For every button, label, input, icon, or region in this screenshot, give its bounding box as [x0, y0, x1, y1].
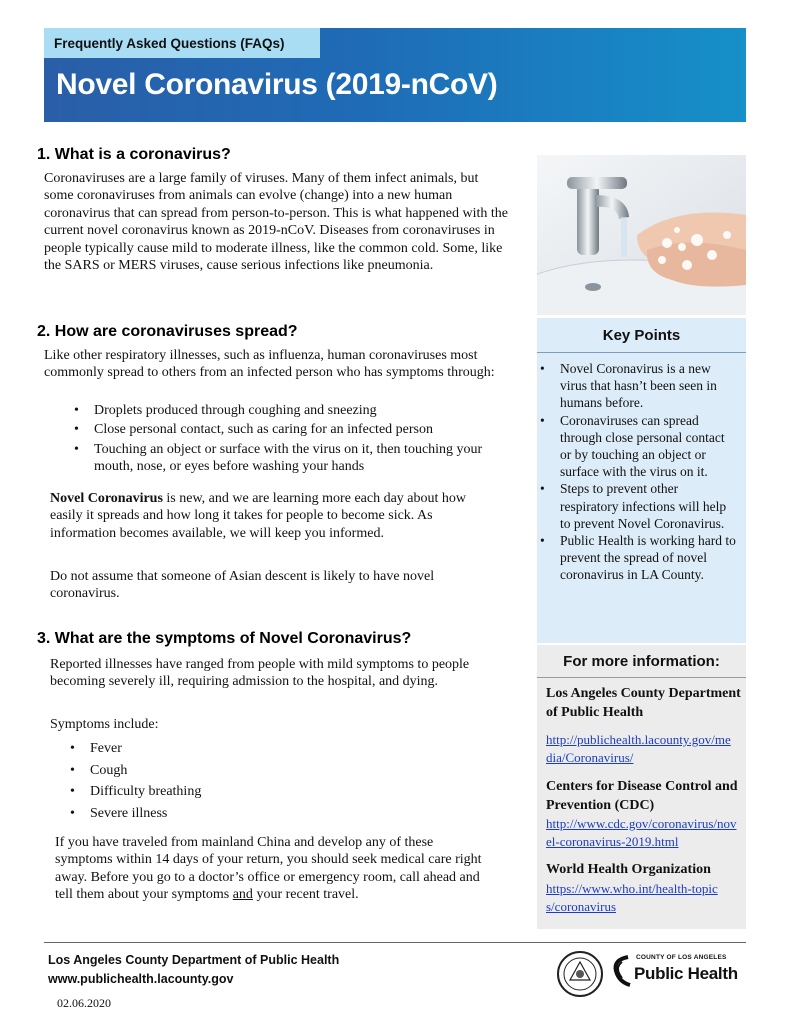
list-item: • Close personal contact, such as caring for an infected person: [74, 421, 504, 438]
advice-underlined: and: [232, 887, 253, 903]
list-item: • Public Health is working hard to prevent the spread of novel coronavirus in LA County.: [540, 532, 736, 584]
county-seal-icon: [556, 950, 604, 998]
list-item: • Fever: [70, 738, 270, 760]
list-item: • Severe illness: [70, 803, 270, 825]
link-cdc[interactable]: http://www.cdc.gov/coronavirus/novel-coronavirus-2019.html: [546, 816, 737, 849]
section1-body: Coronaviruses are a large family of viruses. Many of them infect animals, but some coronaviruses from animals can evolve (change) into a new human coronavirus that can spread from person-to-person. This is what happened with the current novel coronavirus known as 2019-nCoV. Diseases from coronaviruses in people typically cause mild to moderate illness, like the common cold. Some, like the SARS or MERS viruses, cause serious infections like pneumonia.: [44, 171, 508, 274]
section3-heading: 3. What are the symptoms of Novel Coronavirus?: [37, 630, 412, 647]
logo-county-text: COUNTY OF LOS ANGELES: [636, 954, 727, 961]
org-name-cdc: Centers for Disease Control and Prevention (CDC): [546, 779, 738, 813]
handwashing-image: [537, 155, 746, 315]
section3-advice: [55, 834, 483, 904]
link-lacdph[interactable]: http://publichealth.lacounty.gov/media/Coronavirus/: [546, 732, 731, 765]
section1-heading: 1. What is a coronavirus?: [37, 146, 231, 163]
org-name-lacdph: Los Angeles County Department of Public Health: [546, 686, 741, 720]
section2-heading: 2. How are coronaviruses spread?: [37, 323, 298, 340]
list-item: • Novel Coronavirus is a new virus that hasn’t been seen in humans before.: [540, 360, 736, 412]
list-item: • Difficulty breathing: [70, 781, 270, 803]
footer-date: 02.06.2020: [57, 996, 111, 1010]
public-health-logo-icon: [608, 954, 634, 988]
key-points-heading: Key Points: [602, 327, 681, 344]
advice-text-1: If you have traveled from mainland China and develop any of these symptoms within 14 days of your return, you should seek medical care right away. Before you go to a doctor’s office or emergency room, call ahead and tell them about your symptoms: [55, 835, 482, 903]
more-info-header: [537, 645, 746, 678]
symptoms-list: [70, 738, 270, 824]
list-item: • Coronaviruses can spread through close personal contact or by touching an object or surface with the virus on it.: [540, 412, 736, 481]
handwashing-photo: [537, 155, 746, 315]
logo-public-health-text: Public Health: [634, 964, 738, 983]
section2-note: Do not assume that someone of Asian descent is likely to have novel coronavirus.: [50, 569, 435, 602]
key-points-header: [537, 318, 746, 353]
symptoms-label: Symptoms include:: [50, 717, 159, 732]
link-who[interactable]: https://www.who.int/health-topics/coronavirus: [546, 881, 718, 914]
novel-coronavirus-bold: Novel Coronavirus: [50, 491, 163, 506]
advice-text-2: your recent travel.: [252, 887, 359, 903]
section2-paragraph: [50, 490, 490, 542]
section2-paragraph-rest: is new, and we are learning more each day about how easily it spreads and how long it takes for people to become sick. As information becomes available, we will keep you informed.: [50, 491, 467, 541]
page-title: Novel Coronavirus (2019-nCoV): [56, 68, 498, 101]
list-item: • Droplets produced through coughing and sneezing: [74, 402, 504, 419]
faq-label: Frequently Asked Questions (FAQs): [54, 36, 285, 51]
faq-tab: [44, 28, 320, 58]
section3-intro: Reported illnesses have ranged from people with mild symptoms to people becoming severely ill, requiring admission to the hospital, and dying.: [50, 657, 470, 690]
footer-org: Los Angeles County Department of Public Health: [48, 953, 340, 967]
list-item: • Cough: [70, 760, 270, 782]
key-points-list: [540, 360, 736, 584]
more-info-heading: For more information:: [563, 653, 720, 670]
footer-website: www.publichealth.lacounty.gov: [48, 972, 234, 986]
spread-list: [74, 402, 504, 476]
footer-divider: [44, 942, 746, 943]
list-item: • Steps to prevent other respiratory infections will help to prevent Novel Coronavirus.: [540, 480, 736, 532]
list-item: • Touching an object or surface with the virus on it, then touching your mouth, nose, or eyes before washing your hands: [74, 441, 504, 476]
section2-intro: Like other respiratory illnesses, such as influenza, human coronaviruses most commonly spread to others from an infected person who has symptoms through:: [44, 348, 495, 381]
org-name-who: World Health Organization: [546, 862, 711, 877]
